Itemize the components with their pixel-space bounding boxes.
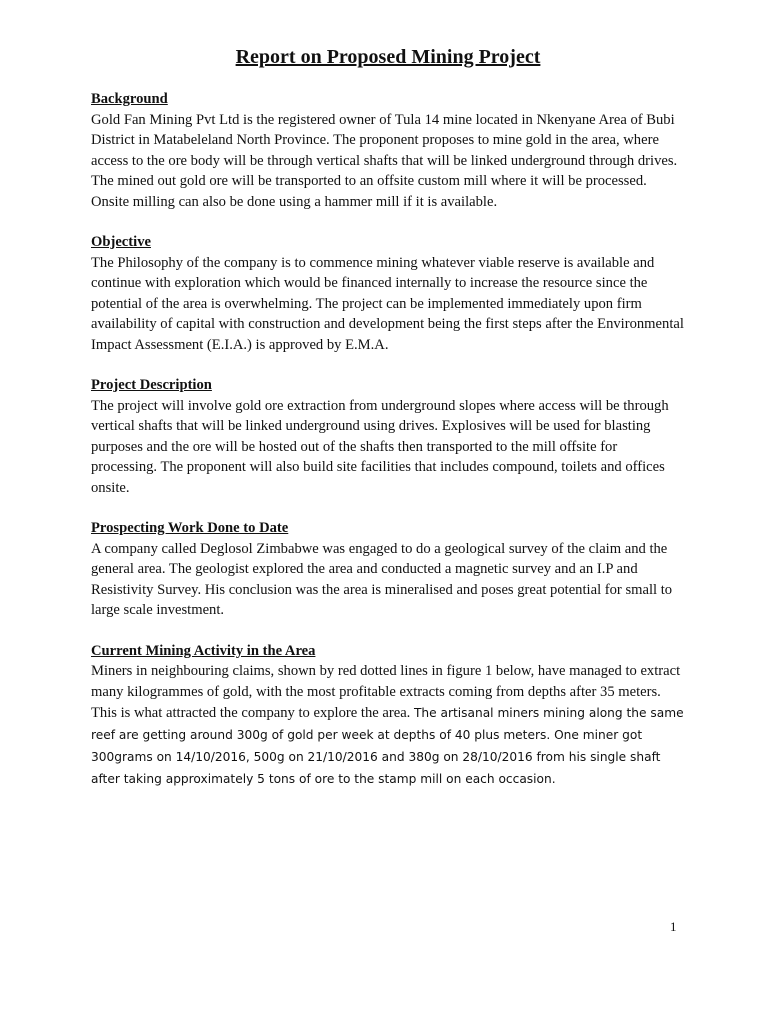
section-body: Gold Fan Mining Pvt Ltd is the registered owner of Tula 14 mine located in Nkenyane Area of Bubi District in Matabeleland North Province. The proponent proposes to mine gold in the area, where access to the ore body will be through vertical shafts that will be linked underground through drives. The mined out gold ore will be transported to an offsite custom mill where it will be processed. Onsite milling can also be done using a hammer mill if it is available. [91, 111, 678, 210]
section-body-serif: Miners in neighbouring claims, shown by red dotted lines in figure 1 below, have managed to extract many kilogrammes of gold, with the most profitable extracts coming from depths after 35 meters. This is what attracted the company to explore the area. [91, 663, 681, 721]
section-heading: Objective [91, 234, 151, 250]
document-title: Report on Proposed Mining Project [235, 46, 541, 68]
section-background [91, 89, 685, 212]
section-heading: Current Mining Activity in the Area [91, 642, 316, 659]
section-prospecting-work [91, 518, 685, 621]
section-project-description [91, 375, 685, 498]
section-body-sans: The artisanal miners mining along the same reef are getting around 300g of gold per week at depths of 40 plus meters. One miner got 300grams on 14/10/2016, 500g on 21/10/2016 and 380g on 28/10/2016 from his single shaft after taking approximately 5 tons of ore to the stamp mill on each occasion. [91, 706, 684, 786]
section-heading: Prospecting Work Done to Date [91, 520, 289, 536]
section-heading: Background [91, 91, 168, 107]
page-number: 1 [670, 919, 677, 934]
document-page [91, 44, 685, 810]
section-current-mining-activity [91, 641, 685, 791]
section-objective [91, 232, 685, 355]
section-heading: Project Description [91, 377, 212, 393]
section-body: The Philosophy of the company is to commence mining whatever viable reserve is available and continue with exploration which would be financed internally to increase the resource since the potential of the area is overwhelming. The project can be implemented immediately upon firm availability of capital with construction and development being the first steps after the Environmental Impact Assessment (E.I.A.) is approved by E.M.A. [91, 254, 684, 353]
section-body: A company called Deglosol Zimbabwe was engaged to do a geological survey of the claim and the general area. The geologist explored the area and conducted a magnetic survey and an I.P and Resistivity Survey. His conclusion was the area is mineralised and poses great potential for small to large scale investment. [91, 540, 673, 618]
section-body: The project will involve gold ore extraction from underground slopes where access will be through vertical shafts that will be linked underground using drives. Explosives will be used for blasting purposes and the ore will be hosted out of the shafts then transported to the mill offsite for processing. The proponent will also build site facilities that includes compound, toilets and offices onsite. [91, 397, 669, 496]
section-body [91, 661, 685, 790]
